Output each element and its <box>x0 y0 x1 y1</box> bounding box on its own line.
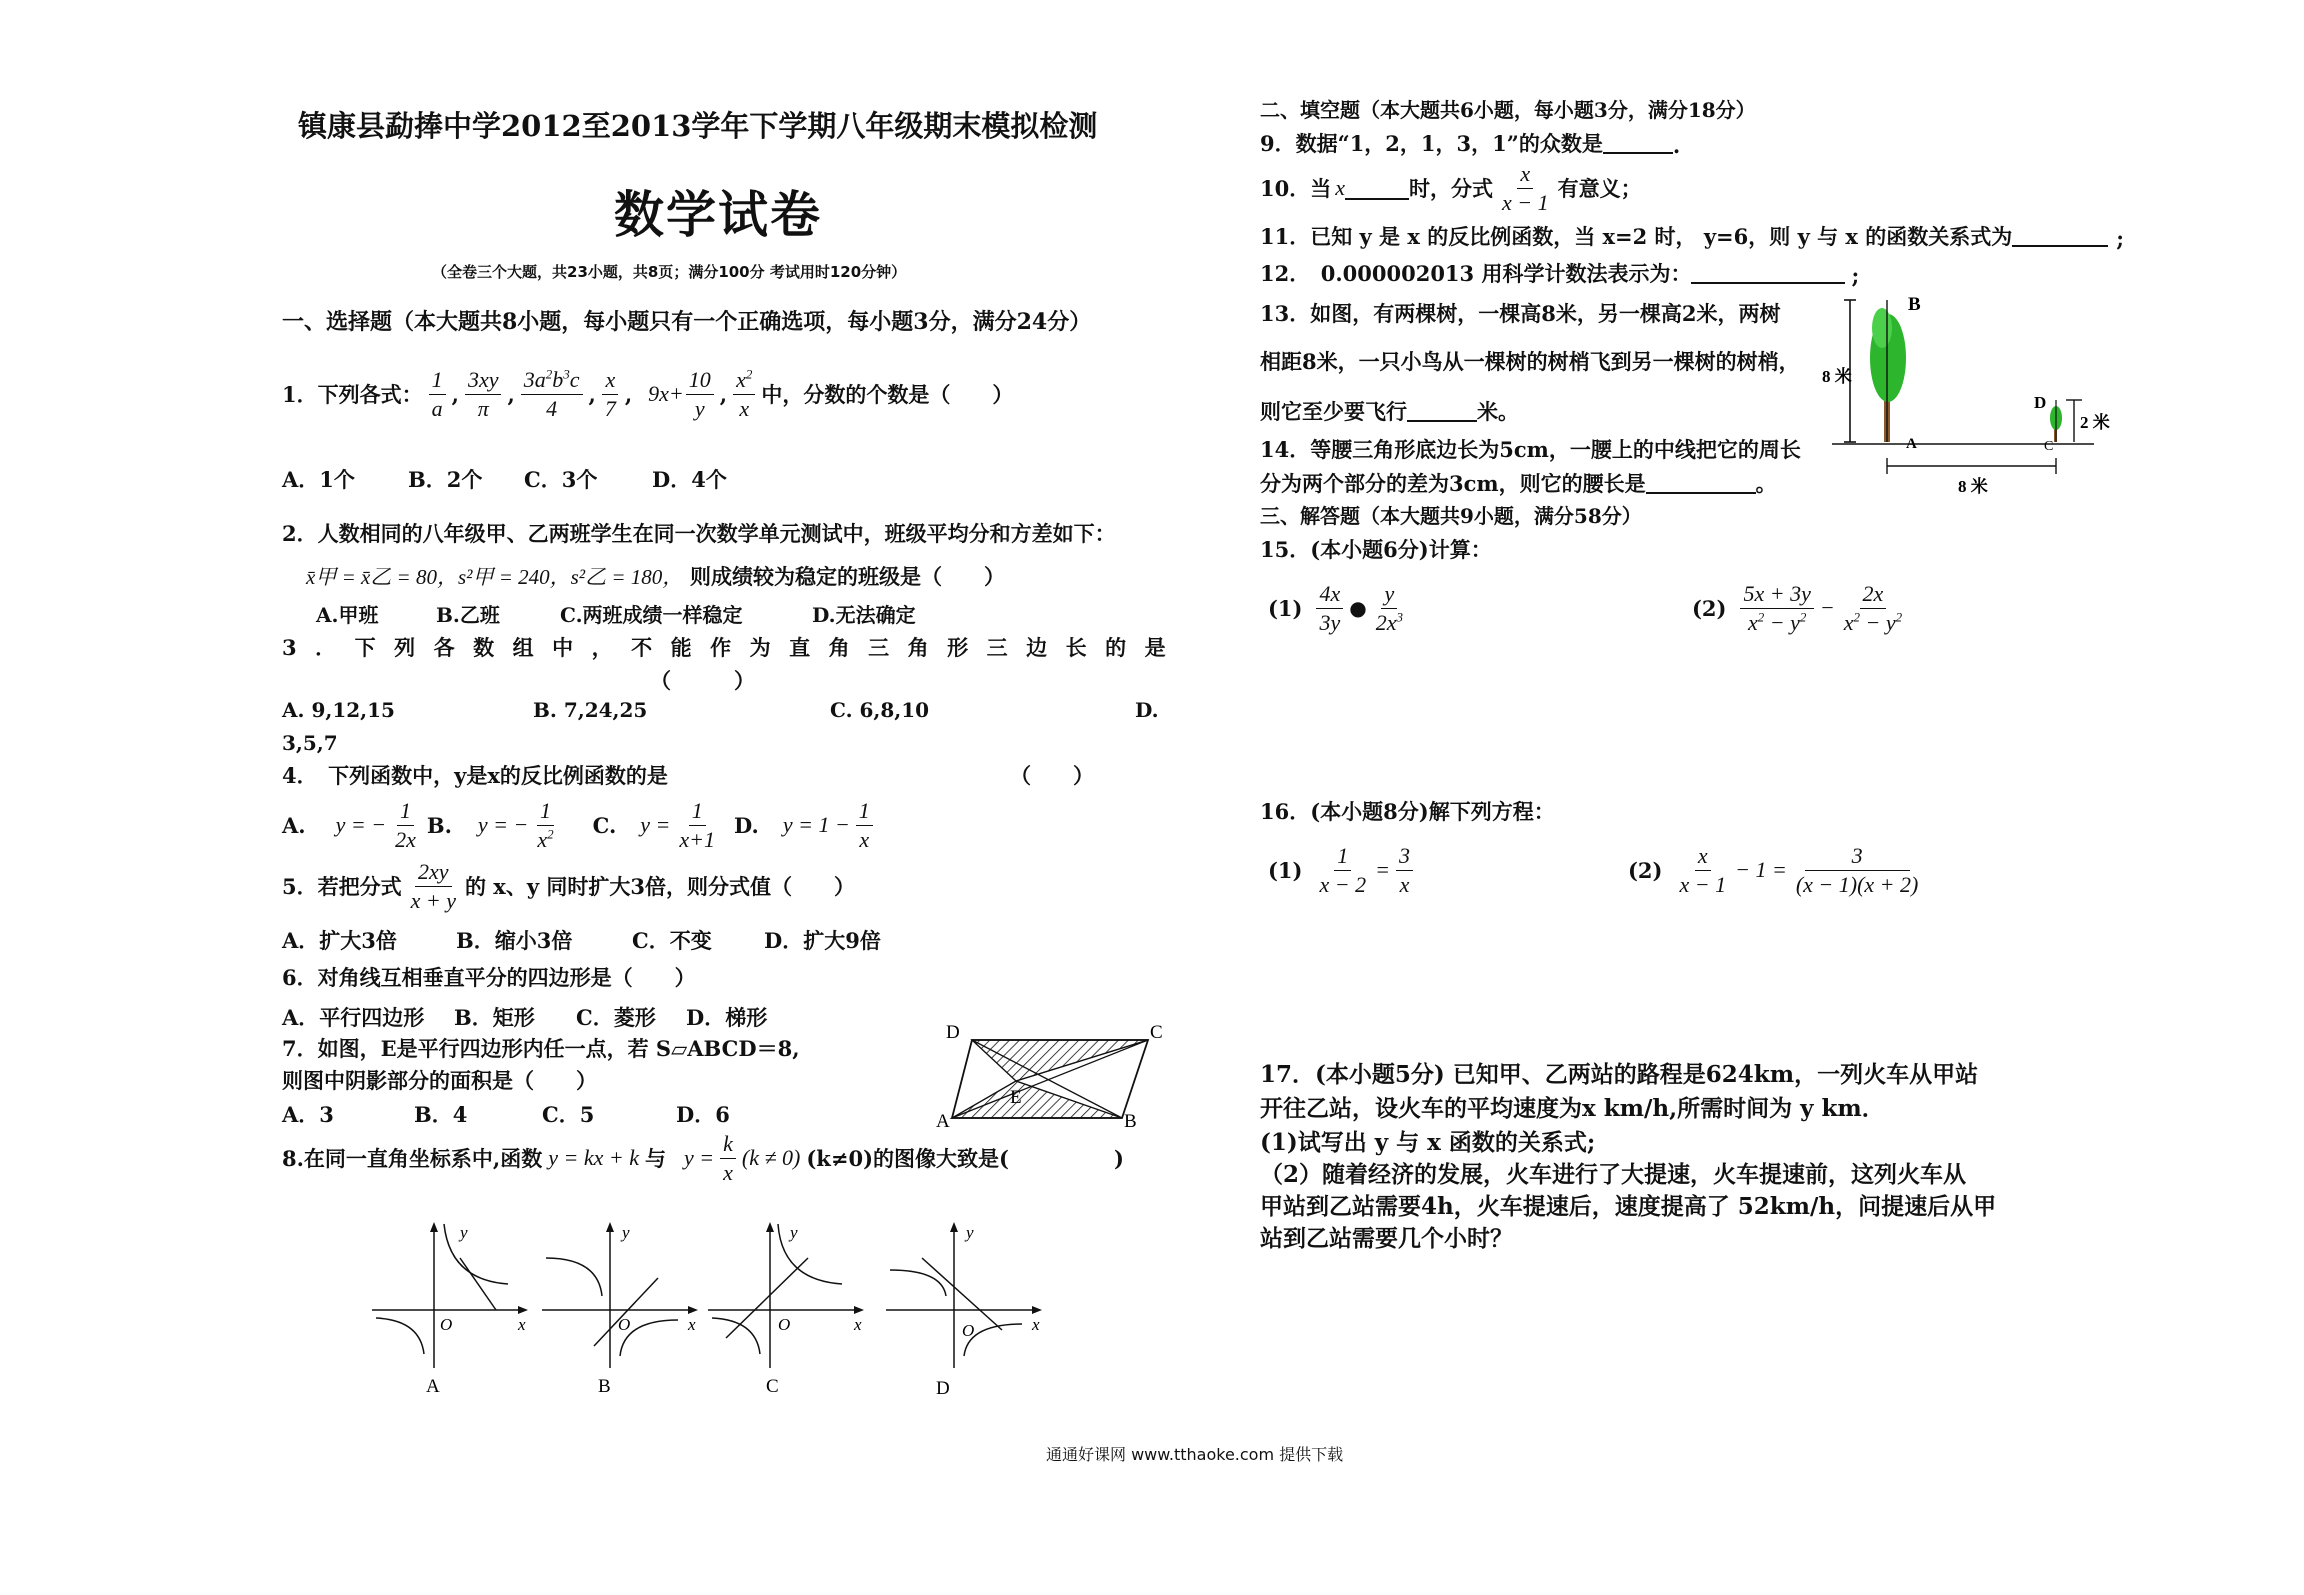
q16-frac-2b: $\frac{3}{(x - 1)(x + 2)}$ <box>1795 843 1919 897</box>
q2-line2 <box>306 561 1005 591</box>
q5 <box>282 858 855 914</box>
q1-tail: 中，分数的个数是（ ） <box>761 382 1014 407</box>
q7-option-d[interactable]: D．6 <box>676 1102 730 1127</box>
q4-stem: 4． 下列函数中，y是x的反比例函数的是 <box>282 763 668 788</box>
label-b-point: B <box>1908 294 1921 315</box>
q5-option-d[interactable]: D．扩大9倍 <box>764 928 881 953</box>
tree1-height-label: 8 米 <box>1822 367 1852 386</box>
graph-a-x-label: x <box>518 1315 526 1334</box>
q7-option-b[interactable]: B．4 <box>414 1102 468 1127</box>
q16-stem: 16．(本小题8分)解下列方程： <box>1260 799 1555 824</box>
q10: 10．当 x 时，分式 $\frac{x}{x - 1}$ 有意义； <box>1260 161 1642 215</box>
footer-text: 通通好课网 www.tthaoke.com 提供下载 <box>1046 1445 1344 1464</box>
q17-line2: 开往乙站，设火车的平均速度为x km/h,所需时间为 y km． <box>1260 1095 1885 1122</box>
graph-b-y-label: y <box>622 1223 630 1242</box>
q2-option-b[interactable]: B.乙班 <box>436 603 500 627</box>
graph-c-origin: O <box>778 1315 791 1334</box>
graph-b <box>538 1218 708 1396</box>
q4-option-b[interactable]: B. <box>426 812 452 838</box>
q8-tail: (k≠0)的图像大致是( ) <box>806 1146 1124 1171</box>
q14-line2: 分为两个部分的差为3cm，则它的腰长是 。 <box>1260 468 1777 498</box>
q6-option-b[interactable]: B．矩形 <box>454 1005 535 1030</box>
q4-option-c[interactable]: C. <box>592 812 617 838</box>
q9-answer-blank[interactable] <box>1603 152 1673 154</box>
q13-line1: 13．如图，有两棵树，一棵高8米，另一棵高2米，两树 <box>1260 301 1781 326</box>
q3-option-a[interactable]: A. 9,12,15 <box>282 698 395 722</box>
q13-line3-text: 则它至少要飞行 <box>1260 399 1407 424</box>
q15-frac-1a: $\frac{4x}{3y}$ <box>1316 580 1343 636</box>
q9: 9．数据“1，2，1，3，1”的众数是 . <box>1260 128 1680 158</box>
q11: 11．已知 y 是 x 的反比例函数，当 x=2 时， y=6，则 y 与 x 的函数关系式为 ; <box>1260 221 2124 251</box>
graph-c-y-label: y <box>790 1223 798 1242</box>
q2-option-c[interactable]: C.两班成绩一样稳定 <box>560 603 743 627</box>
q16-part1: (1) $\frac{1}{x - 2}$ = $\frac{3}{x}$ <box>1268 842 1419 898</box>
q15-part2: (2) $\frac{5x + 3y}{x^2 - y^2}$ − $\frac{2x}{x^2 - y^2}$ <box>1692 580 1911 636</box>
school-title: 镇康县勐捧中学2012至2013学年下学期八年级期末模拟检测 <box>298 109 1098 143</box>
graph-d <box>882 1218 1052 1396</box>
q12-answer-blank[interactable] <box>1691 282 1845 284</box>
q11-text: 11．已知 y 是 x 的反比例函数，当 x=2 时， y=6，则 y 与 x 的函数关系式为 <box>1260 224 2013 249</box>
q6-option-a[interactable]: A．平行四边形 <box>282 1005 425 1030</box>
graph-b-label: B <box>598 1376 611 1396</box>
graph-d-label: D <box>936 1378 950 1396</box>
label-c-point: C <box>2044 439 2054 454</box>
parallelogram-figure <box>936 1024 1166 1129</box>
q5-frac: $\frac{2xy}{x + y}$ <box>410 859 456 913</box>
q12-text: 12． 0.000002013 用科学计数法表示为： <box>1260 261 1692 286</box>
q5-option-c[interactable]: C．不变 <box>632 928 712 953</box>
label-a-point: A <box>1906 436 1917 452</box>
label-e: E <box>1010 1087 1022 1108</box>
q6-stem: 6．对角线互相垂直平分的四边形是（ ） <box>282 965 696 990</box>
distance-label: 8 米 <box>1958 477 1988 496</box>
graph-a-y-label: y <box>460 1223 468 1242</box>
q1-option-a[interactable]: A．1个 <box>282 467 355 492</box>
graph-c-label: C <box>766 1376 779 1396</box>
q1: 1．下列各式： $\frac{1}{a}$ , $\frac{3xy}{\pi}$ , $\frac{3a^2b^3c}{4}$ , $\frac{x}{7}$ , 9x+ $\frac{10}{y}$ , $\frac{x^2}{x}$ 中，分数的个数是（ ） <box>282 366 1014 421</box>
q5-stem: 5．若把分式 <box>282 874 402 899</box>
q16-item1-label: (1) <box>1268 857 1303 883</box>
q15-item2-label: (2) <box>1692 595 1727 621</box>
q4-frac-a: $\frac{1}{2x}$ <box>395 798 416 852</box>
q10-text-c: 有意义； <box>1557 176 1642 201</box>
q5-option-a[interactable]: A．扩大3倍 <box>282 928 397 953</box>
q4-frac-b: $\frac{1}{x^2}$ <box>537 798 554 852</box>
q16-frac-2a: $\frac{x}{x - 1}$ <box>1679 843 1727 897</box>
trees-figure <box>1822 288 2122 508</box>
q8-mid: 与 <box>644 1146 666 1171</box>
q15-frac-2a: $\frac{5x + 3y}{x^2 - y^2}$ <box>1740 580 1813 636</box>
q13-unit: 米。 <box>1477 399 1519 424</box>
label-c: C <box>1150 1024 1163 1043</box>
exam-info: （全卷三个大题，共23小题，共8页；满分100分 考试用时120分钟） <box>432 263 907 281</box>
q11-answer-blank[interactable] <box>2012 245 2108 247</box>
label-a: A <box>936 1111 950 1129</box>
q14-line1: 14．等腰三角形底边长为5cm，一腰上的中线把它的周长 <box>1260 437 1801 462</box>
q2-math: x̄甲 = x̄乙 = 80，s²甲 = 240，s²乙 = 180， <box>306 565 684 589</box>
q1-option-c[interactable]: C．3个 <box>524 467 598 492</box>
q8-frac: $\frac{k}{x}$ <box>720 1130 736 1186</box>
q16-frac-1a: $\frac{1}{x - 2}$ <box>1319 843 1367 897</box>
q7-stem: 7．如图，E是平行四边形内任一点，若 S▱ABCD＝8, <box>282 1036 800 1061</box>
q15-item1-label: (1) <box>1268 595 1303 621</box>
q10-answer-blank[interactable] <box>1345 176 1409 200</box>
q4-options: A. y = − $\frac{1}{2x}$ B. y = − $\frac{1}{x^2}$ C. y = $\frac{1}{x+1}$ D. y = 1 − $\frac{1}{x}$ <box>282 797 879 853</box>
q2-stem: 2．人数相同的八年级甲、乙两班学生在同一次数学单元测试中，班级平均分和方差如下： <box>282 521 1116 546</box>
q1-option-b[interactable]: B．2个 <box>408 467 483 492</box>
section3-heading: 三、解答题（本大题共9小题，满分58分） <box>1260 504 1642 528</box>
q7-stem2: 则图中阴影部分的面积是（ ） <box>282 1068 597 1093</box>
q3-option-d[interactable]: D. <box>1135 698 1159 722</box>
q3-option-c[interactable]: C. 6,8,10 <box>830 698 930 722</box>
q8: 8.在同一直角坐标系中,函数 y = kx + k 与 y = $\frac{k}{x}$ (k ≠ 0) (k≠0)的图像大致是( ) <box>282 1131 1124 1185</box>
q17-line5: 甲站到乙站需要4h，火车提速后，速度提高了 52km/h，问提速后从甲 <box>1260 1193 1997 1220</box>
q17-line6: 站到乙站需要几个小时？ <box>1260 1225 1513 1252</box>
q9-text: 9．数据“1，2，1，3，1”的众数是 <box>1260 131 1603 156</box>
q8-stem: 8.在同一直角坐标系中,函数 <box>282 1146 543 1171</box>
q14-line2-text: 分为两个部分的差为3cm，则它的腰长是 <box>1260 471 1646 496</box>
q1-expr-3: $\frac{3a^2b^3c}{4}$ <box>521 366 583 422</box>
shaded-triangle-bottom <box>952 1081 1122 1118</box>
tree2-height-label: 2 米 <box>2080 413 2110 432</box>
q7-option-c[interactable]: C．5 <box>542 1102 595 1127</box>
q13-answer-blank[interactable] <box>1407 420 1477 422</box>
q12: 12． 0.000002013 用科学计数法表示为： ; <box>1260 258 1859 288</box>
q13-line2: 相距8米，一只小鸟从一棵树的树梢飞到另一棵树的树梢， <box>1260 349 1800 374</box>
graph-a <box>368 1218 538 1396</box>
q3-paren: （ ） <box>650 668 755 693</box>
q3-option-d-value: 3,5,7 <box>282 731 338 755</box>
q17-line4: （2）随着经济的发展，火车进行了大提速，火车提速前，这列火车从 <box>1260 1161 1967 1188</box>
q1-expr-2: $\frac{3xy}{\pi}$ <box>465 366 502 422</box>
q6-option-d[interactable]: D．梯形 <box>686 1005 768 1030</box>
q10-text-b: 时，分式 <box>1409 176 1493 201</box>
q1-expr-5: $\frac{10}{y}$ <box>686 366 714 422</box>
q4-option-d[interactable]: D. <box>734 812 759 838</box>
q15-frac-1b: $\frac{y}{2x^3}$ <box>1375 581 1403 635</box>
graph-b-x-label: x <box>688 1315 696 1334</box>
q1-expr-6: $\frac{x^2}{x}$ <box>733 366 755 422</box>
q10-frac: $\frac{x}{x - 1}$ <box>1502 161 1549 215</box>
q16-part2: (2) $\frac{x}{x - 1}$ − 1 = $\frac{3}{(x - 1)(x + 2)}$ <box>1628 842 1927 898</box>
q3-stem: 3．下列各数组中，不能作为直角三角形三边长的是 <box>282 635 1185 660</box>
q17-line3: (1)试写出 y 与 x 函数的关系式; <box>1260 1129 1596 1156</box>
graph-a-origin: O <box>440 1315 453 1334</box>
q2-option-a[interactable]: A.甲班 <box>316 603 379 627</box>
q15-stem: 15．(本小题6分)计算： <box>1260 537 1492 562</box>
q4-frac-d: $\frac{1}{x}$ <box>856 797 873 853</box>
q3-option-b[interactable]: B. 7,24,25 <box>533 698 648 722</box>
graph-d-x-label: x <box>1032 1315 1040 1334</box>
q2-option-d[interactable]: D.无法确定 <box>812 603 916 627</box>
label-b: B <box>1124 1111 1137 1129</box>
graph-d-origin: O <box>962 1321 975 1340</box>
q13-line3 <box>1260 396 1519 426</box>
q1-stem: 1．下列各式： <box>282 382 423 407</box>
label-d: D <box>946 1024 960 1043</box>
graph-b-origin: O <box>618 1315 631 1334</box>
label-d-point: D <box>2034 393 2047 412</box>
q5-option-b[interactable]: B．缩小3倍 <box>456 928 573 953</box>
paper-title: 数学试卷 <box>614 185 822 244</box>
q5-tail: 的 x、y 同时扩大3倍，则分式值（ ） <box>465 874 855 899</box>
q7-option-a[interactable]: A．3 <box>282 1102 334 1127</box>
q1-expr-1: $\frac{1}{a}$ <box>429 366 446 422</box>
graph-a-label: A <box>426 1376 440 1396</box>
q10-text-a: 10．当 <box>1260 176 1332 201</box>
q1-option-d[interactable]: D．4个 <box>652 467 727 492</box>
q14-answer-blank[interactable] <box>1646 492 1756 494</box>
q4-option-a[interactable]: A. <box>282 812 306 838</box>
q4-frac-c: $\frac{1}{x+1}$ <box>679 798 716 852</box>
section1-heading: 一、选择题（本大题共8小题，每小题只有一个正确选项，每小题3分，满分24分） <box>282 309 1092 335</box>
graph-d-y-label: y <box>966 1223 974 1242</box>
graph-c <box>704 1218 874 1396</box>
q15-frac-2b: $\frac{2x}{x^2 - y^2}$ <box>1843 581 1903 635</box>
q17-line1: 17．(本小题5分) 已知甲、乙两站的路程是624km，一列火车从甲站 <box>1260 1061 1979 1088</box>
q6-option-c[interactable]: C．菱形 <box>576 1005 656 1030</box>
q16-item2-label: (2) <box>1628 857 1663 883</box>
section2-heading: 二、填空题（本大题共6小题，每小题3分，满分18分） <box>1260 98 1756 122</box>
q16-frac-1b: $\frac{3}{x}$ <box>1396 842 1413 898</box>
q15-part1: (1) $\frac{4x}{3y}$ ● $\frac{y}{2x^3}$ <box>1268 580 1412 636</box>
q1-expr-4: $\frac{x}{7}$ <box>602 366 619 422</box>
graph-c-x-label: x <box>854 1315 862 1334</box>
q4-paren: （ ） <box>1010 763 1094 788</box>
q2-line2-text: 则成绩较为稳定的班级是（ ） <box>689 564 1005 589</box>
